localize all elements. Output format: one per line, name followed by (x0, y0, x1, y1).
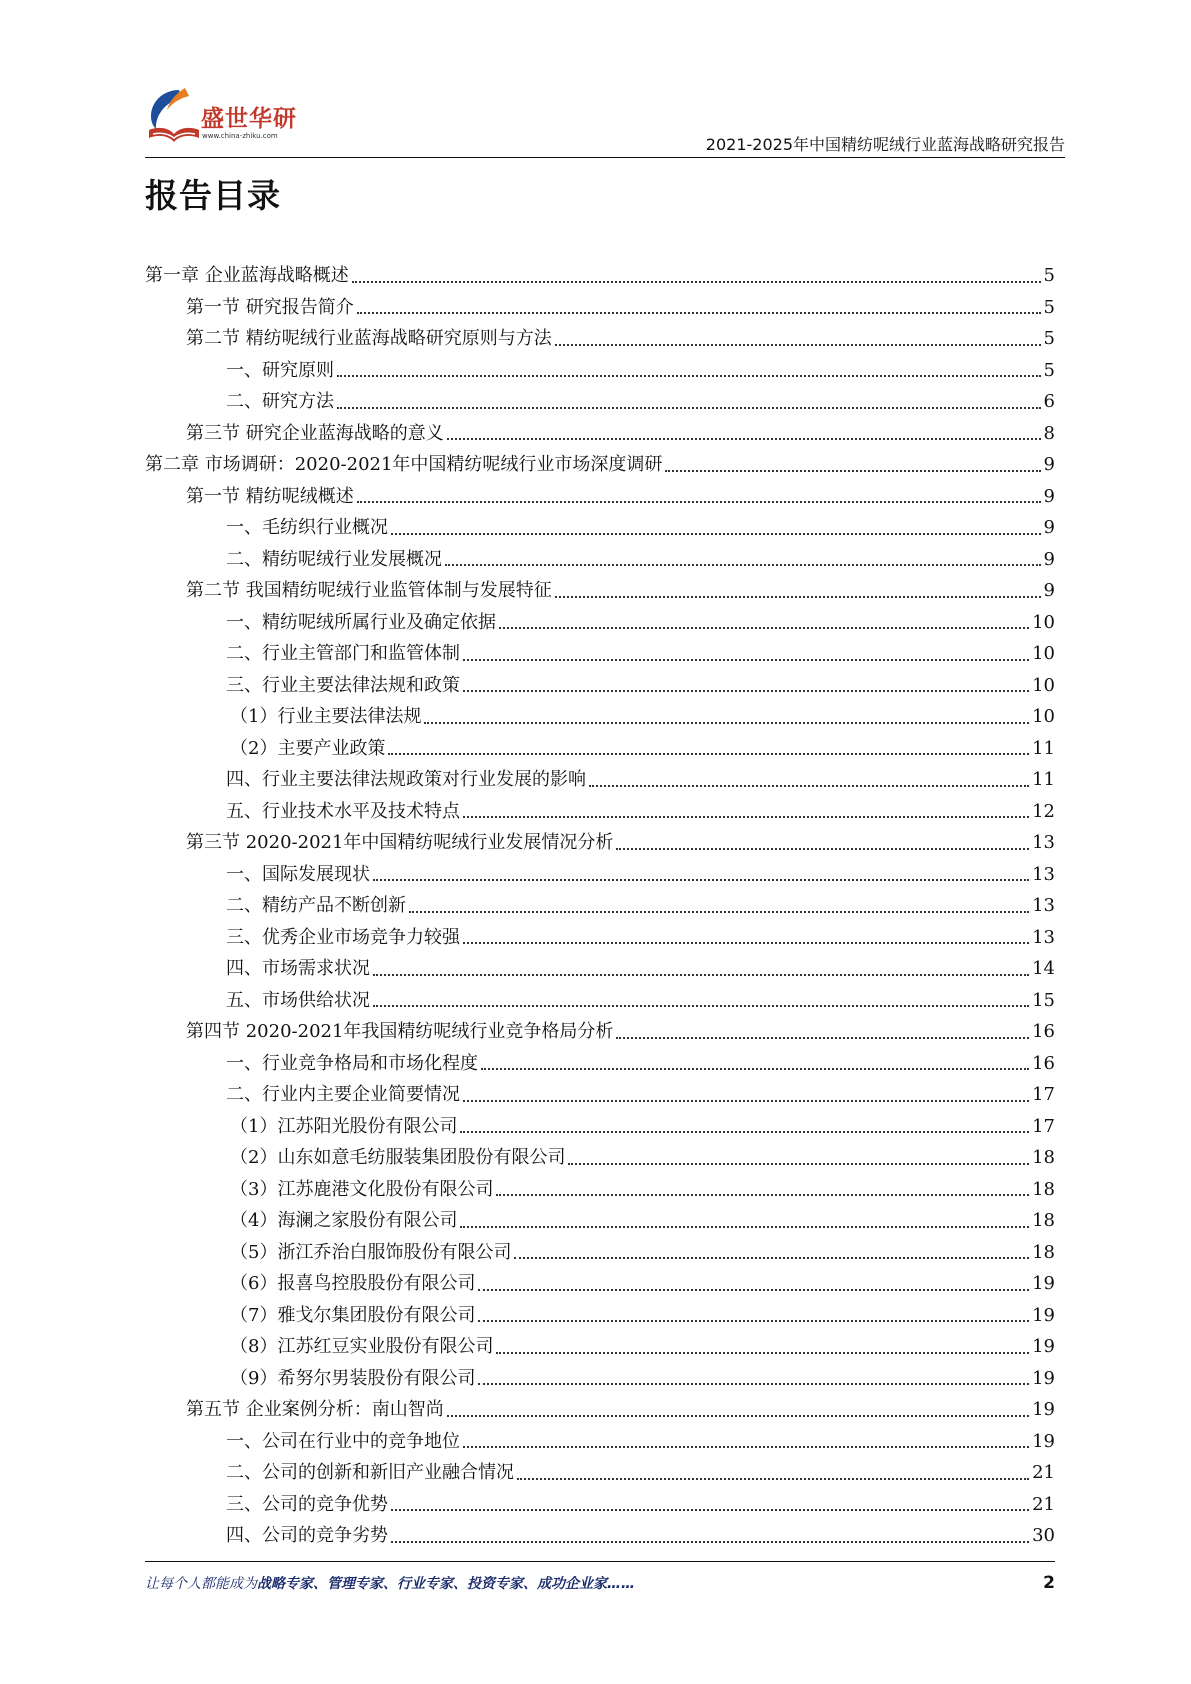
toc-entry-label: 三、行业主要法律法规和政策 (226, 674, 460, 696)
toc-dot-leader (447, 1415, 1029, 1417)
toc-entry[interactable] (145, 1237, 1055, 1269)
toc-entry[interactable] (145, 985, 1055, 1017)
toc-entry-label: 第一节 研究报告简介 (186, 296, 354, 318)
toc-page-number: 19 (1032, 1367, 1055, 1389)
toc-entry[interactable] (145, 1331, 1055, 1363)
toc-page-number: 21 (1032, 1493, 1055, 1515)
toc-entry-label: 二、行业主管部门和监管体制 (226, 643, 460, 664)
toc-dot-leader (424, 722, 1029, 724)
toc-dot-leader (337, 375, 1041, 377)
toc-dot-leader (352, 281, 1041, 283)
book-swoosh-logo-icon (145, 86, 203, 148)
toc-entry[interactable] (145, 1016, 1055, 1048)
toc-page-number: 16 (1032, 1021, 1055, 1042)
toc-entry[interactable] (145, 544, 1055, 576)
toc-dot-leader (555, 596, 1041, 598)
toc-entry-label: 第二节 精纺呢绒行业蓝海战略研究原则与方法 (186, 328, 552, 349)
logo-url: www.china-zhiku.com (202, 132, 278, 140)
toc-entry[interactable] (145, 701, 1055, 733)
toc-entry[interactable] (145, 733, 1055, 765)
toc-page-number: 19 (1032, 1273, 1055, 1294)
toc-entry-label: （7）雅戈尔集团股份有限公司 (230, 1304, 476, 1326)
toc-dot-leader (447, 438, 1041, 440)
toc-page-number: 9 (1043, 517, 1055, 538)
toc-entry[interactable] (145, 953, 1055, 985)
toc-entry[interactable] (145, 386, 1055, 418)
toc-entry-label: （5）浙江乔治白服饰股份有限公司 (230, 1241, 512, 1263)
toc-page-number: 16 (1032, 1052, 1055, 1074)
toc-page-number: 9 (1043, 548, 1055, 570)
toc-entry[interactable] (145, 1489, 1055, 1521)
toc-page-number: 18 (1032, 1241, 1055, 1263)
toc-page-number: 11 (1032, 737, 1055, 759)
table-of-contents (145, 260, 1055, 1552)
toc-dot-leader (460, 1131, 1029, 1133)
toc-page-number: 5 (1043, 359, 1055, 381)
toc-page-number: 6 (1043, 391, 1055, 412)
toc-entry-label: 五、市场供给状况 (226, 989, 370, 1011)
toc-entry[interactable] (145, 418, 1055, 450)
toc-entry[interactable] (145, 1079, 1055, 1111)
toc-page-number: 19 (1032, 1304, 1055, 1326)
toc-entry-label: （9）希努尔男装股份有限公司 (230, 1367, 476, 1389)
toc-page-number: 5 (1043, 328, 1055, 349)
toc-page-number: 15 (1032, 989, 1055, 1011)
toc-entry[interactable] (145, 764, 1055, 796)
toc-entry-label: 二、精纺产品不断创新 (226, 895, 406, 916)
toc-dot-leader (478, 1383, 1029, 1385)
toc-entry[interactable] (145, 796, 1055, 828)
company-logo (145, 86, 345, 152)
toc-entry-label: （3）江苏鹿港文化股份有限公司 (230, 1178, 494, 1200)
toc-dot-leader (589, 785, 1029, 787)
toc-entry[interactable] (145, 922, 1055, 954)
page-footer (145, 1573, 1055, 1599)
toc-dot-leader (463, 942, 1029, 944)
toc-page-number: 18 (1032, 1210, 1055, 1231)
toc-dot-leader (478, 1320, 1029, 1322)
toc-entry-label: 第一章 企业蓝海战略概述 (145, 265, 349, 286)
toc-entry[interactable] (145, 638, 1055, 670)
toc-page-number: 9 (1043, 454, 1055, 475)
toc-page-number: 21 (1032, 1462, 1055, 1483)
toc-dot-leader (499, 627, 1029, 629)
document-title: 2021-2025年中国精纺呢绒行业蓝海战略研究报告 (705, 135, 1065, 154)
toc-dot-leader (496, 1194, 1029, 1196)
toc-page-number: 10 (1032, 706, 1055, 727)
toc-page-number: 5 (1043, 296, 1055, 318)
toc-entry-label: 第二章 市场调研：2020-2021年中国精纺呢绒行业市场深度调研 (145, 454, 663, 475)
toc-dot-leader (616, 1037, 1029, 1039)
toc-dot-leader (463, 690, 1029, 692)
toc-entry[interactable] (145, 607, 1055, 639)
page-title: 报告目录 (145, 176, 281, 215)
toc-dot-leader (463, 1100, 1029, 1102)
toc-dot-leader (373, 879, 1029, 881)
toc-entry-label: 一、毛纺织行业概况 (226, 517, 388, 538)
toc-page-number: 13 (1032, 895, 1055, 916)
toc-entry[interactable] (145, 1205, 1055, 1237)
toc-entry-label: 一、公司在行业中的竞争地位 (226, 1430, 460, 1452)
toc-entry[interactable] (145, 575, 1055, 607)
toc-entry[interactable] (145, 1142, 1055, 1174)
toc-dot-leader (391, 1541, 1029, 1543)
toc-dot-leader (517, 1478, 1029, 1480)
toc-dot-leader (391, 533, 1041, 535)
toc-entry-label: （4）海澜之家股份有限公司 (230, 1210, 458, 1231)
toc-entry[interactable] (145, 670, 1055, 702)
toc-dot-leader (481, 1068, 1029, 1070)
toc-dot-leader (463, 659, 1029, 661)
toc-page-number: 13 (1032, 926, 1055, 948)
toc-entry-label: 二、行业内主要企业简要情况 (226, 1084, 460, 1105)
toc-entry[interactable] (145, 355, 1055, 387)
footer-slogan-lead: 让每个人都能成为 (145, 1576, 257, 1592)
toc-entry-label: 第三节 研究企业蓝海战略的意义 (186, 422, 444, 444)
toc-entry-label: 四、公司的竞争劣势 (226, 1525, 388, 1546)
toc-dot-leader (478, 1289, 1029, 1291)
toc-entry[interactable] (145, 1268, 1055, 1300)
toc-dot-leader (357, 312, 1041, 314)
toc-entry-label: （2）山东如意毛纺服装集团股份有限公司 (230, 1147, 566, 1168)
toc-entry[interactable] (145, 1394, 1055, 1426)
header-divider (145, 157, 1065, 158)
toc-entry[interactable] (145, 449, 1055, 481)
toc-entry[interactable] (145, 1457, 1055, 1489)
toc-entry[interactable] (145, 1111, 1055, 1143)
toc-entry-label: 第二节 我国精纺呢绒行业监管体制与发展特征 (186, 580, 552, 601)
toc-entry[interactable] (145, 1300, 1055, 1332)
toc-page-number: 18 (1032, 1147, 1055, 1168)
toc-page-number: 10 (1032, 611, 1055, 633)
page-number: 2 (1043, 1573, 1055, 1593)
toc-dot-leader (357, 501, 1041, 503)
toc-entry-label: 二、精纺呢绒行业发展概况 (226, 548, 442, 570)
toc-entry-label: 三、优秀企业市场竞争力较强 (226, 926, 460, 948)
toc-entry-label: 第一节 精纺呢绒概述 (186, 485, 354, 507)
toc-entry[interactable] (145, 1426, 1055, 1458)
toc-dot-leader (616, 848, 1029, 850)
toc-entry[interactable] (145, 1174, 1055, 1206)
toc-page-number: 11 (1032, 769, 1055, 790)
toc-page-number: 13 (1032, 832, 1055, 853)
toc-dot-leader (568, 1163, 1029, 1165)
toc-entry[interactable] (145, 323, 1055, 355)
toc-page-number: 8 (1043, 422, 1055, 444)
toc-entry[interactable] (145, 1363, 1055, 1395)
toc-page-number: 17 (1032, 1115, 1055, 1137)
toc-dot-leader (445, 564, 1041, 566)
toc-entry[interactable] (145, 481, 1055, 513)
toc-entry-label: 一、研究原则 (226, 359, 334, 381)
toc-page-number: 17 (1032, 1084, 1055, 1105)
toc-entry-label: 四、行业主要法律法规政策对行业发展的影响 (226, 769, 586, 790)
toc-entry-label: 第三节 2020-2021年中国精纺呢绒行业发展情况分析 (186, 832, 614, 853)
toc-dot-leader (463, 816, 1029, 818)
toc-page-number: 9 (1043, 580, 1055, 601)
toc-entry-label: 一、国际发展现状 (226, 863, 370, 885)
toc-page-number: 10 (1032, 643, 1055, 664)
toc-page-number: 30 (1032, 1525, 1055, 1546)
toc-entry-label: 一、精纺呢绒所属行业及确定依据 (226, 611, 496, 633)
toc-entry-label: （1）江苏阳光股份有限公司 (230, 1115, 458, 1137)
toc-page-number: 19 (1032, 1336, 1055, 1357)
toc-entry[interactable] (145, 827, 1055, 859)
toc-entry-label: （6）报喜鸟控股股份有限公司 (230, 1273, 476, 1294)
footer-divider (145, 1561, 1055, 1562)
toc-entry[interactable] (145, 890, 1055, 922)
toc-entry[interactable] (145, 260, 1055, 292)
toc-dot-leader (337, 407, 1041, 409)
toc-entry[interactable] (145, 1520, 1055, 1552)
toc-entry-label: 第四节 2020-2021年我国精纺呢绒行业竞争格局分析 (186, 1021, 614, 1042)
toc-entry-label: 一、行业竞争格局和市场化程度 (226, 1052, 478, 1074)
toc-dot-leader (463, 1446, 1029, 1448)
toc-entry-label: （8）江苏红豆实业股份有限公司 (230, 1336, 494, 1357)
toc-dot-leader (409, 911, 1029, 913)
toc-dot-leader (665, 470, 1040, 472)
toc-entry[interactable] (145, 512, 1055, 544)
toc-entry-label: 四、市场需求状况 (226, 958, 370, 979)
toc-dot-leader (496, 1352, 1029, 1354)
toc-entry[interactable] (145, 859, 1055, 891)
toc-page-number: 5 (1043, 265, 1055, 286)
toc-page-number: 10 (1032, 674, 1055, 696)
page-header (145, 78, 1065, 158)
toc-entry[interactable] (145, 1048, 1055, 1080)
toc-dot-leader (388, 753, 1029, 755)
toc-dot-leader (373, 1005, 1029, 1007)
footer-slogan-roles: 战略专家、管理专家、行业专家、投资专家、成功企业家…… (257, 1576, 635, 1592)
toc-page-number: 18 (1032, 1178, 1055, 1200)
toc-dot-leader (514, 1257, 1029, 1259)
toc-page-number: 12 (1032, 800, 1055, 822)
toc-entry-label: （2）主要产业政策 (230, 737, 386, 759)
toc-page-number: 19 (1032, 1399, 1055, 1420)
toc-page-number: 14 (1032, 958, 1055, 979)
toc-entry[interactable] (145, 292, 1055, 324)
toc-entry-label: 二、研究方法 (226, 391, 334, 412)
toc-page-number: 13 (1032, 863, 1055, 885)
logo-wordmark: 盛世华研 (201, 106, 297, 132)
toc-entry-label: 五、行业技术水平及技术特点 (226, 800, 460, 822)
toc-dot-leader (373, 974, 1029, 976)
toc-entry-label: 二、公司的创新和新旧产业融合情况 (226, 1462, 514, 1483)
toc-page-number: 9 (1043, 485, 1055, 507)
toc-entry-label: 三、公司的竞争优势 (226, 1493, 388, 1515)
toc-dot-leader (460, 1226, 1029, 1228)
toc-dot-leader (555, 344, 1041, 346)
toc-dot-leader (391, 1509, 1029, 1511)
toc-page-number: 19 (1032, 1430, 1055, 1452)
toc-entry-label: 第五节 企业案例分析：南山智尚 (186, 1399, 444, 1420)
toc-entry-label: （1）行业主要法律法规 (230, 706, 422, 727)
